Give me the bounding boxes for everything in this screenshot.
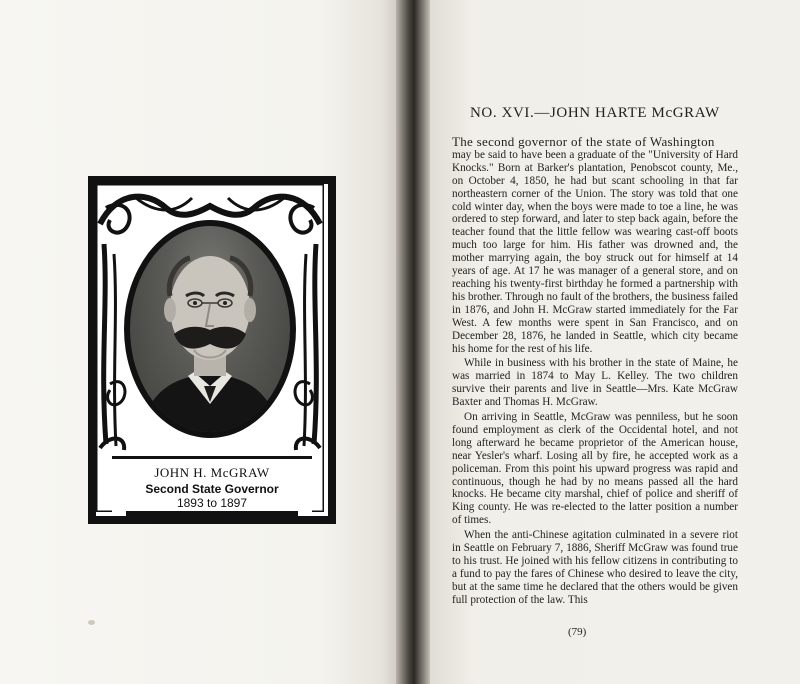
paragraph-4: When the anti-Chinese agitation culminated in a severe riot in Seattle on February 7, 1886, Sheriff McGraw was found true to his trust. He joined with his fellow citizens in contributing to a fund to pay the fares of Chinese who desired to leave the city, but at the same time he declared that the others would be given full protection of the law. This — [452, 529, 738, 606]
caption-title: Second State Governor — [145, 482, 279, 496]
paragraph-3: On arriving in Seattle, McGraw was penniless, but he soon found employment as clerk of the Occidental hotel, and not long afterward he became proprietor of the American house, near Yesler's wharf. Losing all by fire, he accepted work as a policeman. From this point his upward progress was rapid and continuous, though he had by no means passed all the hard knocks. He became city marshal, chief of police and sheriff of King county. He was re-elected to the latter position a number of times. — [452, 411, 738, 527]
portrait-caption — [112, 456, 312, 513]
lead-line: The second governor of the state of Washington — [452, 134, 715, 149]
caption-name: JOHN H. McGRAW — [154, 465, 270, 480]
paragraph-1: may be said to have been a graduate of the "University of Hard Knocks." Born at Barker's plantation, Penobscot county, Me., on October 4, 1850, he had but scant schooling in that far northeastern corner of the Union. The story was told that one cold winter day, when the boys were made to toe a line, he was ordered to step forward, and later to step back again, before the teacher found that the little fellow was wearing cast-off boots much too large for him. His father was drowned and, the mother marrying again, the boy struck out for himself at 14 years of age. At 17 he was manager of a general store, and on reaching his twenty-first birthday he formed a partnership with his brother. Through no fault of the brothers, the business failed in 1876, and John H. McGraw started immediately for the Far West. A few months were spent in San Francisco, and on December 28, 1876, he landed in Seattle, which city became his home for the rest of his life. — [452, 148, 738, 355]
caption-years: 1893 to 1897 — [176, 496, 248, 510]
book-gutter-shadow — [396, 0, 432, 684]
chapter-body — [452, 136, 738, 609]
paragraph-2: While in business with his brother in the state of Maine, he was married in 1874 to May L. Kelley. The two children survive their parents and live in Seattle—Mrs. Kate McGraw Baxter and Thomas H. McGraw. — [452, 357, 738, 409]
caption-underline-bar — [126, 511, 298, 517]
paper-speck — [88, 620, 95, 625]
portrait-figure — [130, 226, 290, 432]
portrait-plate — [88, 176, 336, 524]
page-number: (79) — [568, 626, 587, 638]
chapter-heading: NO. XVI.—JOHN HARTE McGRAW — [470, 105, 720, 121]
portrait-photo — [130, 226, 290, 432]
plate-frame — [96, 184, 328, 516]
portrait-oval-frame — [124, 220, 296, 438]
